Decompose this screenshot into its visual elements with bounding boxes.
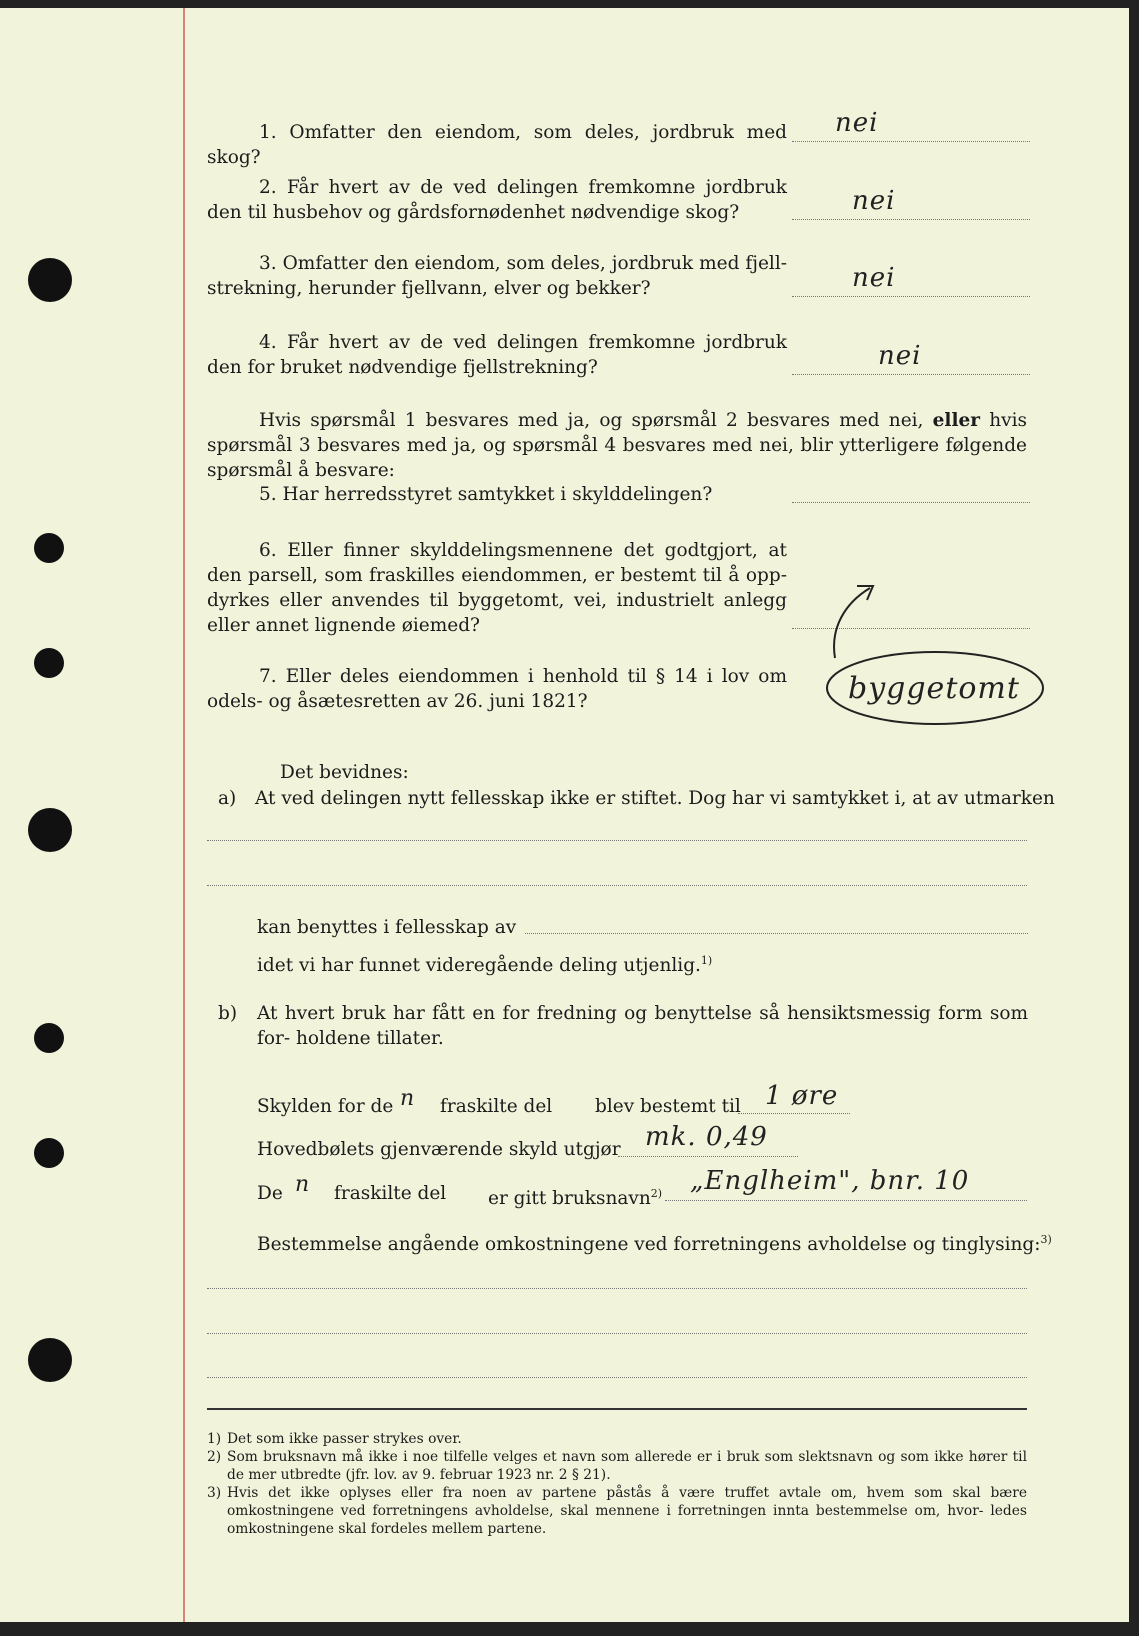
footnote-ref: 1) (700, 954, 713, 967)
question-number: 7. (259, 666, 277, 687)
question-number: 3. (259, 253, 277, 274)
footnote-3 (207, 1484, 1027, 1538)
question-number: 6. (259, 540, 277, 561)
navn-label-3-text: er gitt bruksnavn (488, 1188, 651, 1210)
question-text: Får hvert av de ved delingen fremkomne jordbruk den til husbehov og gårdsfornødenhet nødvendige skog? (207, 177, 787, 223)
skyld-hand-mark: n (400, 1086, 416, 1111)
item-a-line3 (257, 948, 712, 978)
question-number: 5. (259, 484, 277, 505)
punch-hole (28, 1338, 72, 1382)
blank-line (207, 1333, 1027, 1334)
question-2 (207, 175, 787, 225)
field-line (665, 1200, 1027, 1201)
question-number: 1. (259, 122, 277, 143)
question-7 (207, 664, 787, 714)
footnote-mark: 2) (207, 1449, 222, 1465)
punch-hole (34, 533, 64, 563)
field-line (738, 1113, 850, 1114)
footnote-ref: 2) (650, 1187, 663, 1200)
item-b-label: b) (218, 1003, 238, 1024)
skyld-label: Skylden for de (257, 1096, 394, 1117)
answer-2: nei (852, 186, 896, 216)
navn-label-2: fraskilte del (334, 1183, 447, 1204)
skyld-value: 1 øre (765, 1081, 839, 1111)
navn-value: „Englheim", bnr. 10 (690, 1166, 970, 1196)
item-a-label: a) (218, 788, 237, 809)
question-3 (207, 251, 787, 301)
footnote-mark: 1) (207, 1431, 222, 1447)
field-line (618, 1156, 798, 1157)
footnote-text: Det som ikke passer strykes over. (227, 1431, 462, 1447)
navn-label-3 (488, 1181, 662, 1211)
condition-bold: eller (932, 410, 980, 431)
circled-answer: byggetomt (848, 671, 1020, 706)
question-text: Omfatter den eiendom, som deles, jordbruk med skog? (207, 122, 787, 168)
hoved-value: mk. 0,49 (645, 1122, 768, 1152)
bestem-label-text: Bestemmelse angående omkostningene ved forretningens avholdelse og tinglysing: (257, 1234, 1041, 1256)
punch-hole (28, 808, 72, 852)
punch-hole (34, 1138, 64, 1168)
condition-paragraph (207, 408, 1027, 483)
answer-1: nei (835, 108, 879, 138)
question-text: Får hvert av de ved delingen fremkomne jordbruk den for bruket nødvendige fjellstrekning? (207, 332, 787, 378)
answer-4: nei (878, 341, 922, 371)
answer-3: nei (852, 263, 896, 293)
question-text: Omfatter den eiendom, som deles, jordbruk med fjell- strekning, herunder fjellvann, elver og bekker? (207, 253, 787, 299)
footnote-text: Hvis det ikke oplyses eller fra noen av partene påstås å være truffet avtale om, hvem som skal bære omkostningene ved forretningens avholdelse, skal mennene i forretningen innta bestemmelse om, hvor- ledes omkostningene skal fordeles mellem partene. (227, 1485, 1027, 1537)
skyld-label-2: fraskilte del (440, 1096, 553, 1117)
punch-hole (34, 1023, 64, 1053)
footnotes (207, 1430, 1027, 1538)
question-4 (207, 330, 787, 380)
question-number: 2. (259, 177, 277, 198)
footnote-rule (207, 1408, 1027, 1410)
footnote-text: Som bruksnavn må ikke i noe tilfelle velges et navn som allerede er i bruk som slektsnavn og som ikke hører til de mer utbredte (jfr. lov. av 9. februar 1923 nr. 2 § 21). (227, 1449, 1027, 1483)
condition-text-1: Hvis spørsmål 1 besvares med ja, og spørsmål 2 besvares med nei, (259, 410, 924, 431)
blank-line (207, 1288, 1027, 1289)
answer-line (792, 502, 1030, 503)
answer-line (792, 374, 1030, 375)
question-number: 4. (259, 332, 277, 353)
footnote-mark: 3) (207, 1485, 222, 1501)
question-text: Eller finner skylddelingsmennene det godtgjort, at den parsell, som fraskilles eiendommen, er bestemt til å opp- dyrkes eller anvendes til byggetomt, vei, industrielt anlegg eller annet lignende øiemed? (207, 540, 787, 636)
blank-line (525, 933, 1028, 934)
hoved-label: Hovedbølets gjenværende skyld utgjør (257, 1139, 621, 1160)
certify-heading: Det bevidnes: (280, 762, 409, 783)
footnote-2 (207, 1448, 1027, 1484)
punch-hole (34, 648, 64, 678)
question-text: Eller deles eiendommen i henhold til § 14 i lov om odels- og åsætesretten av 26. juni 1821? (207, 666, 787, 712)
condition-text-2: hvis spørsmål 3 besvares med ja, og spørsmål 4 besvares med nei, blir ytterligere følgende spørsmål å besvare: (207, 410, 1027, 481)
question-5 (207, 482, 787, 507)
question-text: Har herredsstyret samtykket i skylddelingen? (282, 484, 713, 505)
margin-line (183, 8, 185, 1622)
blank-line (207, 885, 1027, 886)
navn-hand-mark: n (295, 1172, 311, 1197)
bestem-label (257, 1227, 1052, 1257)
question-6 (207, 538, 787, 638)
item-b-text: At hvert bruk har fått en for fredning og benyttelse så hensiktsmessig form som for- holdene tillater. (257, 1003, 1028, 1049)
answer-line (792, 141, 1030, 142)
navn-label: De (257, 1183, 283, 1204)
item-a-line3-text: idet vi har funnet videregående deling utjenlig. (257, 955, 701, 977)
skyld-label-3: blev bestemt til (595, 1096, 741, 1117)
item-a-text: At ved delingen nytt fellesskap ikke er stiftet. Dog har vi samtykket i, at av utmarken (255, 788, 1055, 809)
blank-line (207, 840, 1027, 841)
footnote-ref: 3) (1040, 1233, 1052, 1246)
blank-line (207, 1377, 1027, 1378)
answer-line (792, 219, 1030, 220)
footnote-1 (207, 1430, 1027, 1448)
item-a-line2: kan benyttes i fellesskap av (257, 917, 517, 938)
punch-hole (28, 258, 72, 302)
answer-line (792, 296, 1030, 297)
question-1 (207, 120, 787, 170)
